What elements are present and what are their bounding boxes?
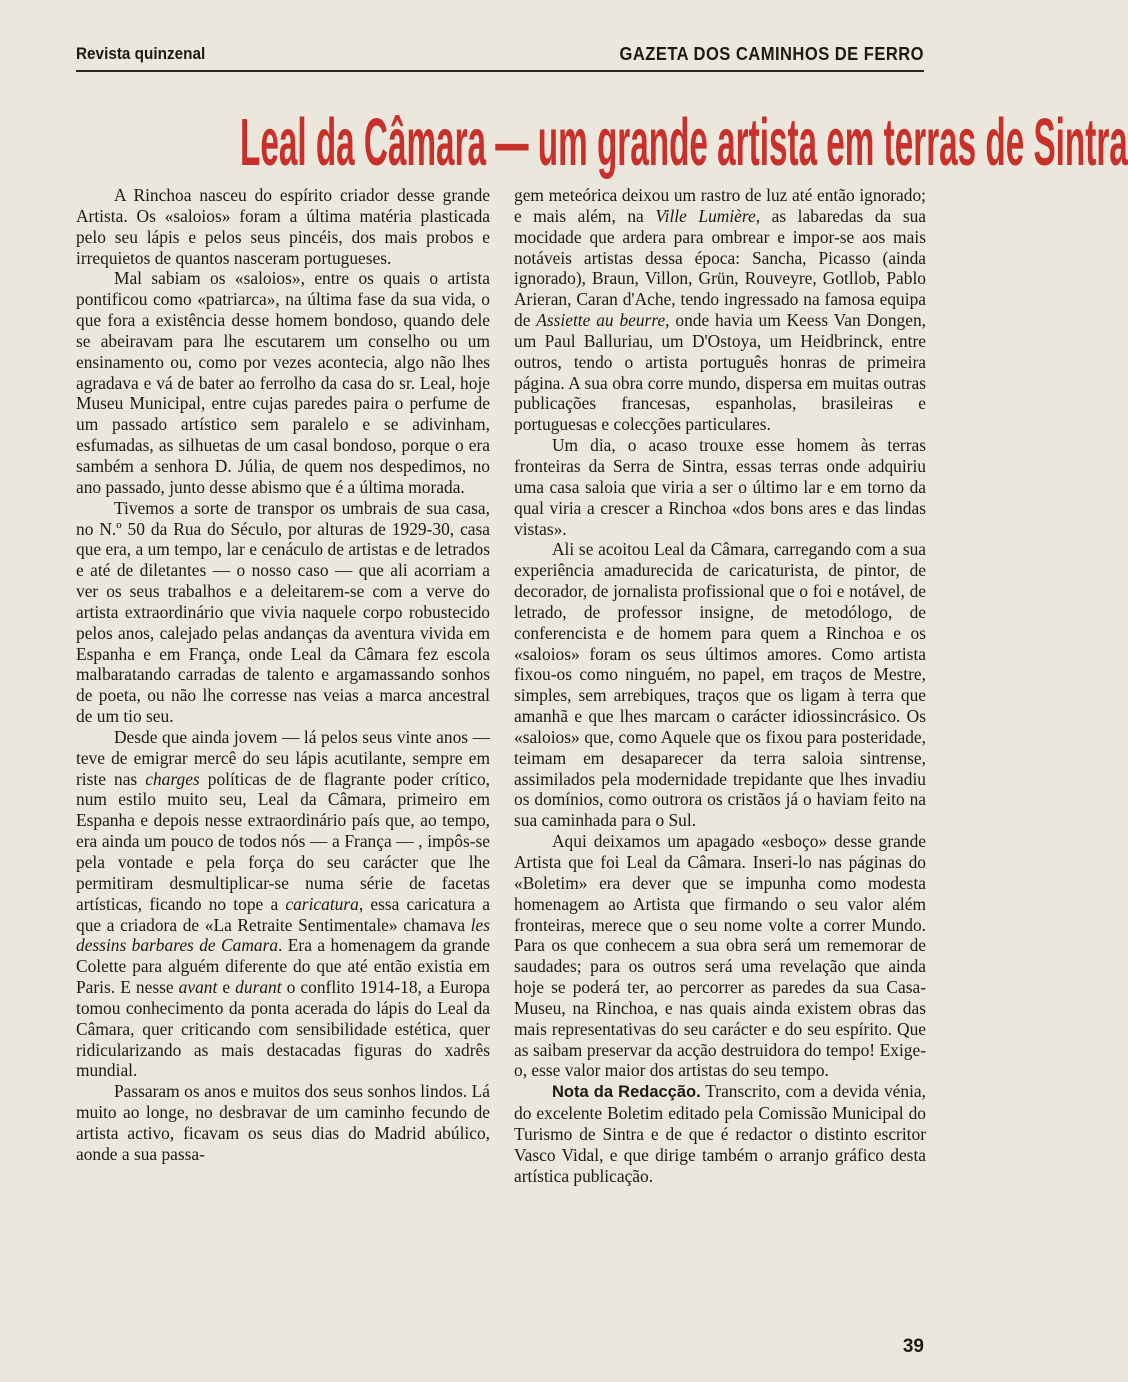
paragraph xyxy=(514,185,926,435)
italic-term: charges xyxy=(145,768,200,789)
italic-term: les dessins barbares de Camara xyxy=(76,914,490,956)
italic-term: avant xyxy=(178,977,218,998)
italic-term: Assiette au beurre xyxy=(536,310,666,331)
header-rule xyxy=(76,70,924,72)
editorial-note-label: Nota da Redacção. xyxy=(552,1083,701,1102)
left-column xyxy=(76,185,490,1165)
italic-term: durant xyxy=(235,977,282,998)
paragraph: Ali se acoitou Leal da Câmara, carregando com a sua experiência amadurecida de caricaturista, de pintor, de decorador, de jornalista profissional que o foi e notável, de letrado, de professor insigne, de metodólogo, de conferencista e de homem para quem a Rinchoa e os «saloios» foram os seus últimos amores. Como artista fixou-os como ninguém, no papel, em traços de Mestre, simples, sem arrebiques, traços que os ligam à terra que amanhã e que lhes marcam o carácter idiossincrásico. Os «saloios» que, como Aquele que os fixou para posteridade, teimam em desaparecer da terra saloia sintrense, assimilados pela modernidade trepidante que lhes invadiu os domínios, como outrora os cristãos já o haviam feito na sua caminhada para o Sul. xyxy=(514,539,926,831)
paragraph xyxy=(76,727,490,1081)
page-number: 39 xyxy=(902,1336,924,1357)
text-run: , onde havia um Keess Van Dongen, um Paul Balluriau, um D'Ostoya, um Heidbrinck, entre outros, tendo o artista português honras de primeira página. A sua obra corre mundo, dispersa em muitas outras publicações francesas, espanholas, brasileiras e portuguesas e colecções particulares. xyxy=(514,310,926,435)
text-run: as labaredas da sua mocidade que ardera para ombrear e impor-se aos mais notáveis artistas dessa época: Sancha, Picasso (ainda ignorado), Braun, Villon, Grün, Rouveyre, Gotllob, Pablo Arieran, Caran d'Ache, tendo ingressado na famosa equipa de xyxy=(514,205,926,331)
text-run: , essa caricatura a que a criadora de «La Retraite Sentimentale» chamava xyxy=(76,893,491,935)
text-run: políticas de de flagrante poder crítico, num estilo muito seu, Leal da Câmara, primeiro em Espanha e depois nesse extraordinário país que, ao tempo, era ainda um pouco de todos nós — a França — , impôs-se pela vontade e pela força do seu carácter que lhe permitiram desmultiplicar-se numa série de facetas artísticas, ficando no tope a xyxy=(76,768,490,914)
article-title-container xyxy=(0,100,1128,180)
paragraph: Mal sabiam os «saloios», entre os quais o artista pontificou como «patriarca», na última fase da sua vida, o que fora a existência desse homem bondoso, quando dele se abeiravam para lhe escutarem um conselho ou um ensinamento ou, como por vezes acontecia, algo não lhes agradava e vá de bater ao ferrolho da casa do sr. Leal, hoje Museu Municipal, entre cujas paredes paira o perfume de um passado artístico sem paralelo e se adivinham, esfumadas, as silhuetas de um casal bondoso, porque o era sambém a senhora D. Júlia, de quem nos despedimos, no ano passado, junto desse abismo que é a última morada. xyxy=(76,268,490,497)
article-title: Leal da Câmara — um grande artista em terras de Sintra xyxy=(240,104,1128,180)
header-magazine-name: GAZETA DOS CAMINHOS DE FERRO xyxy=(619,44,924,64)
italic-term: Ville Lumière, xyxy=(655,205,761,226)
header-publication-frequency: Revista quinzenal xyxy=(76,44,206,63)
text-run: e xyxy=(217,977,236,998)
text-run: o conflito 1914-18, a Europa tomou conhecimento da ponta acerada do lápis do Leal da Câmara, quer criticando com sensibilidade estética, quer ridicularizando as mais destacadas figuras do xadrês mundial. xyxy=(76,977,490,1081)
paragraph: Tivemos a sorte de transpor os umbrais de sua casa, no N.º 50 da Rua do Século, por alturas de 1929-30, casa que era, a um tempo, lar e cenáculo de artistas e de letrados e até de diletantes — o nosso caso — que ali acorriam a ver os seus trabalhos e a deleitarem-se com a verve do artista extraordinário que vivia naquele corpo robustecido pelos anos, calejado pelas andanças da aventura vivida em Espanha e em França, onde Leal da Câmara fez escola malbaratando carradas de talento e argamassando sonhos de poeta, ou não lhe corresse nas veias a marca ancestral de um tio seu. xyxy=(76,497,490,727)
text-run: gem meteórica deixou um rastro de luz até então ignorado; e mais além, na xyxy=(514,185,926,226)
italic-term: caricatura xyxy=(285,893,359,914)
text-run: . Era a homenagem da grande Colette para alguém diferente do que até então existia em Paris. E nesse xyxy=(76,935,490,998)
editorial-note xyxy=(514,1081,926,1186)
right-column xyxy=(514,185,926,1187)
paragraph: Aqui deixamos um apagado «esboço» desse grande Artista que foi Leal da Câmara. Inseri-lo nas páginas do «Boletim» era dever que se impunha como modesta homenagem ao Artista que firmando o seu valor além fronteiras, merece que o seu nome volte a correr Mundo. Para os que conhecem a sua obra será um rememorar de saudades; para os outros será uma revelação que ainda hoje se poderá ter, ao percorrer as paredes da sua Casa-Museu, na Rinchoa, e nas quais ainda existem obras das mais representativas do seu carácter e do seu espírito. Que as saibam preservar da acção destruidora do tempo! Exige-o, esse valor maior dos artistas do seu tempo. xyxy=(514,831,926,1081)
text-run: Desde que ainda jovem — lá pelos seus vinte anos — teve de emigrar mercê do seu lápis acutilante, sempre em riste nas xyxy=(76,726,490,789)
paragraph: A Rinchoa nasceu do espírito criador desse grande Artista. Os «saloios» foram a última matéria plasticada pelo seu lápis e pelos seus pincéis, dos mais probos e irrequietos de quantos nasceram portugueses. xyxy=(76,185,490,268)
editorial-note-text: Transcrito, com a devida vénia, do excelente Boletim editado pela Comissão Municipal do Turismo de Sintra e de que é redactor o distinto escritor Vasco Vidal, e que dirige também o arranjo gráfico desta artística publicação. xyxy=(514,1081,926,1186)
paragraph: Passaram os anos e muitos dos seus sonhos lindos. Lá muito ao longe, no desbravar de um caminho fecundo de artista activo, ficavam os seus dias do Madrid abúlico, aonde a sua passa- xyxy=(76,1081,490,1164)
paragraph: Um dia, o acaso trouxe esse homem às terras fronteiras da Serra de Sintra, essas terras onde adquiriu uma casa saloia que viria a ser o último lar e em torno da qual viria a crescer a Rinchoa «dos bons ares e das lindas vistas». xyxy=(514,435,926,539)
